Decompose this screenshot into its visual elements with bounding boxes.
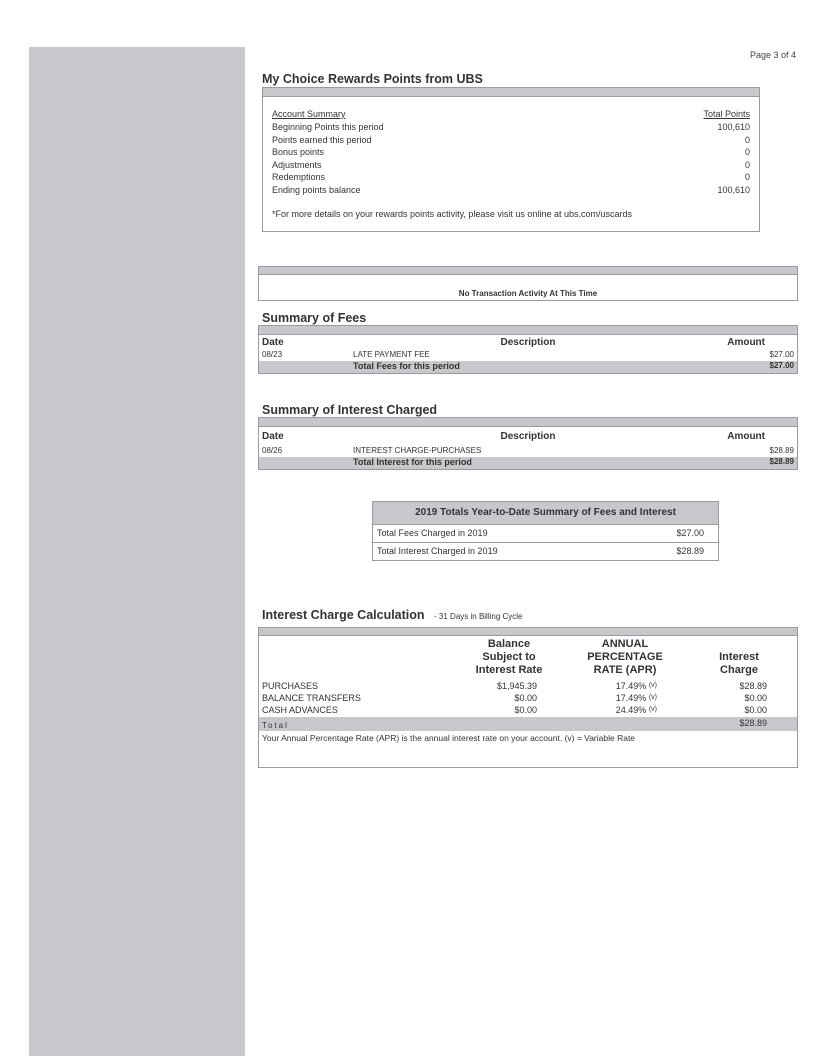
rewards-note: *For more details on your rewards points activity, please visit us online at ubs.com/uscards [272, 209, 632, 219]
fees-amount-header: Amount [727, 337, 765, 348]
interest-description-header: Description [500, 431, 556, 442]
interest-amount: $28.89 [769, 446, 794, 455]
interest-title: Summary of Interest Charged [262, 403, 438, 417]
total-points-header: Total Points [703, 109, 750, 119]
calc-total-label: Total [262, 721, 289, 730]
calc-row-flag: (v) [648, 706, 657, 713]
rewards-row-value: 0 [744, 147, 750, 157]
ytd-title: 2019 Totals Year-to-Date Summary of Fees and Interest [373, 502, 718, 525]
rewards-row-value: 100,610 [717, 122, 750, 132]
rewards-row-label: Ending points balance [272, 184, 361, 195]
table-row [259, 446, 797, 457]
calc-subtitle: - 31 Days in Billing Cycle [434, 612, 523, 621]
calc-row-balance: $1,945.39 [496, 681, 537, 691]
no-activity-box [258, 266, 798, 301]
rewards-row-label: Bonus points [272, 147, 325, 157]
calc-row-charge: $28.89 [739, 681, 767, 691]
calc-row-balance: $0.00 [514, 705, 537, 715]
apr-header-line: ANNUAL [601, 638, 649, 650]
calc-row-label: PURCHASES [262, 681, 319, 691]
apr-note: Your Annual Percentage Rate (APR) is the annual interest rate on your account. (v) = Variable Rate [262, 733, 636, 743]
rewards-row-label: Redemptions [272, 172, 326, 182]
balance-header-line: Balance [487, 638, 531, 650]
charge-header-line: Charge [720, 664, 758, 676]
fee-description: LATE PAYMENT FEE [353, 350, 430, 359]
interest-date-header: Date [262, 431, 284, 442]
table-row [259, 680, 797, 692]
table-row [373, 543, 718, 560]
fees-date-header: Date [262, 337, 284, 348]
balance-header-line: Interest Rate [475, 664, 543, 676]
ytd-row-value: $27.00 [676, 528, 704, 538]
calc-row-apr: 17.49% [615, 693, 647, 703]
interest-total-amount: $28.89 [769, 457, 794, 466]
calc-row-label: CASH ADVANCES [262, 705, 338, 715]
interest-description: INTEREST CHARGE-PURCHASES [353, 446, 482, 455]
rewards-row-value: 100,610 [717, 184, 750, 195]
fee-amount: $27.00 [769, 350, 794, 359]
table-row [259, 692, 797, 704]
apr-header-line: PERCENTAGE [587, 651, 663, 663]
calc-row-flag: (v) [648, 682, 657, 689]
no-activity-text: No Transaction Activity At This Time [458, 289, 598, 298]
calc-title-text: Interest Charge Calculation [262, 608, 425, 622]
fees-total-row [259, 361, 797, 374]
calc-row-charge: $0.00 [744, 693, 767, 703]
ytd-row-label: Total Interest Charged in 2019 [377, 546, 498, 556]
interest-table [258, 417, 798, 470]
table-row [259, 350, 797, 361]
charge-header-line: Interest [719, 651, 759, 663]
rewards-box [262, 87, 760, 232]
table-row [259, 704, 797, 716]
account-summary-header: Account Summary [272, 109, 346, 119]
left-sidebar-band [29, 47, 245, 1056]
rewards-title: My Choice Rewards Points from UBS [262, 72, 483, 86]
apr-header-line: RATE (APR) [593, 664, 657, 676]
fees-table [258, 325, 798, 374]
rewards-row-label: Beginning Points this period [272, 122, 384, 132]
apr-header [575, 638, 675, 677]
page-number: Page 3 of 4 [749, 50, 796, 60]
ytd-row-value: $28.89 [676, 546, 704, 556]
interest-amount-header: Amount [727, 431, 765, 442]
rewards-row-value: 0 [744, 159, 750, 170]
fee-date: 08/23 [262, 350, 283, 359]
balance-header [464, 638, 554, 677]
rewards-row-label: Adjustments [272, 159, 322, 170]
calc-row-apr: 24.49% [615, 705, 647, 715]
charge-header [699, 651, 779, 677]
calc-row-balance: $0.00 [514, 693, 537, 703]
calc-row-apr: 17.49% [615, 681, 647, 691]
table-row [373, 525, 718, 543]
calc-row-flag: (v) [648, 694, 657, 701]
rewards-row-value: 0 [744, 172, 750, 182]
interest-total-label: Total Interest for this period [353, 457, 472, 467]
calc-row-label: BALANCE TRANSFERS [262, 693, 361, 703]
rewards-row-value: 0 [744, 134, 750, 145]
fees-title: Summary of Fees [262, 311, 367, 325]
calc-total-row [259, 717, 797, 731]
calc-row-charge: $0.00 [744, 705, 767, 715]
interest-date: 08/26 [262, 446, 283, 455]
rewards-row-label: Points earned this period [272, 134, 372, 145]
balance-header-line: Subject to [482, 651, 536, 663]
ytd-summary-table [372, 501, 719, 561]
ytd-row-label: Total Fees Charged in 2019 [377, 528, 488, 538]
interest-total-row [259, 457, 797, 470]
fees-description-header: Description [500, 337, 556, 348]
interest-calc-table [258, 627, 798, 768]
fees-total-label: Total Fees for this period [353, 361, 460, 371]
calc-total-charge: $28.89 [739, 718, 767, 728]
calc-title [262, 608, 523, 622]
fees-total-amount: $27.00 [769, 361, 794, 370]
